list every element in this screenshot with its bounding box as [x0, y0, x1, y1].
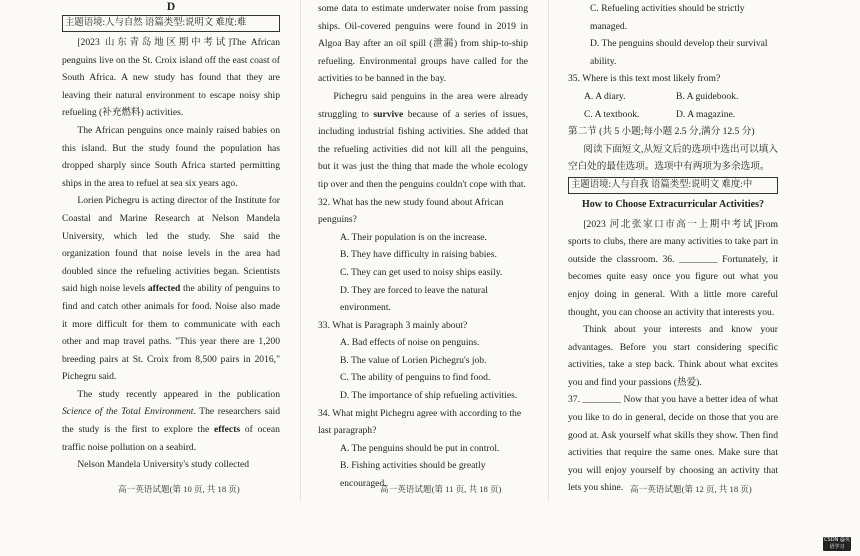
passage-paragraph-5-cont: some data to estimate underwater noise from passing ships. Oil-covered penguins were found in 2019 in Algoa Bay after an oil spill (泄漏) from ship-to-ship refueling. Environmental groups have called for the activities to be banned in the bay.	[318, 3, 528, 85]
q33-option-a: A. Bad effects of noise on penguins.	[340, 337, 480, 349]
page-footer-12: 高一英语试题(第 12 页, 共 18 页)	[630, 484, 752, 494]
cloze-paragraph-1: [2023 河北张家口市高一上期中考试]From sports to clubs, there are many activities to take part in outside the classroom. 36. ________ Fortunately, it becomes quite easy once you figure out what you enjoy doing in general. With a little more careful thought, you can choose an activity that interests you.	[568, 218, 778, 318]
question-33: 33. What is Paragraph 3 mainly about?	[318, 319, 468, 331]
watermark-stamp: CSDN @英语学习	[824, 537, 850, 550]
column-divider	[548, 0, 549, 500]
q35-option-d: D. A magazine.	[676, 108, 736, 120]
q33-option-c: C. The ability of penguins to find food.	[340, 372, 491, 384]
passage-paragraph-6: Pichegru said penguins in the area were already struggling to survive because of a series of issues, including industrial fishing activities. She added that the refueling activities did not kill all the penguins, but it was just the thing that made the whole ecology tip over and then the penguins couldn't cope with that.	[318, 90, 528, 190]
publication-title: Science of the Total Environment	[62, 406, 194, 418]
question-34: 34. What might Pichegru agree with according to the last paragraph?	[318, 407, 522, 437]
passage-paragraph-3: Lorien Pichegru is acting director of the Institute for Coastal and Marine Research at Nelson Mandela University, which led the study. She said the organization found that noise levels in the area had doubled since the refueling activities began. Scientists said high noise levels affected the ability of penguins to find and catch other animals for food. Noise also made it more difficult for them to communicate with each other and map travel paths. "This year there are 1,200 breeding pairs at St. Croix from 8,500 pairs in 2016," Pichegru said.	[62, 195, 281, 383]
passage-paragraph-1: [2023 山东青岛地区期中考试]The African penguins live on the St. Croix island off the east coast of South Africa. A new study has found that they are leaving their natural environment to escape noisy ship refueling (补充燃料) activities.	[62, 37, 280, 119]
bold-word-effects: effects	[214, 424, 241, 436]
passage-title: How to Choose Extracurricular Activities?	[581, 198, 764, 210]
question-35: 35. Where is this text most likely from?	[568, 73, 721, 85]
q35-options-row-2	[568, 106, 778, 124]
q32-option-b: B. They have difficulty in raising babies.	[340, 249, 497, 261]
context-tag-2: 主题语境:人与自我 语篇类型:说明文 难度:中	[568, 177, 778, 194]
passage-paragraph-4: The study recently appeared in the publication Science of the Total Environment. The researchers said the study is the first to explore the effects of ocean traffic noise pollution on a seabird.	[62, 388, 280, 453]
column-page-12	[568, 0, 778, 497]
q34-option-d: D. The penguins should develop their survival ability.	[590, 38, 768, 67]
q35-option-a: A. A diary.	[584, 90, 626, 102]
part-two-instructions: 阅读下面短文,从短文后的选项中选出可以填入空白处的最佳选项。选项中有两项为多余选项。	[568, 143, 778, 173]
source-note-2: [2023 河北张家口市高一上期中考试]	[583, 218, 758, 230]
source-note: [2023 山东青岛地区期中考试]	[77, 37, 232, 48]
q33-option-d: D. The importance of ship refueling activities.	[340, 390, 518, 402]
page-footer-10: 高一英语试题(第 10 页, 共 18 页)	[118, 484, 240, 494]
bold-word-affected: affected	[147, 283, 181, 295]
q32-option-a: A. Their population is on the increase.	[340, 231, 487, 243]
q32-option-c: C. They can get used to noisy ships easily.	[340, 266, 503, 278]
passage-paragraph-2: The African penguins once mainly raised babies on this island. But the study found the population has dropped sharply since South Africa started permitting ships in the area to refuel at sea six years ago.	[62, 124, 280, 189]
q34-option-c: C. Refueling activities should be strictly managed.	[590, 3, 745, 32]
q33-option-b: B. The value of Lorien Pichegru's job.	[340, 354, 487, 366]
q34-option-a: A. The penguins should be put in control.	[340, 442, 500, 454]
q34-option-b: B. Fishing activities should be greatly encouraged.	[340, 460, 486, 490]
cloze-paragraph-3: 37. ________ Now that you have a better idea of what you like to do in general, decide on those that you are good at. Ask yourself what skills they show. Then find activities that require the same ones. Make sure that you will enjoy yourself by choosing an activity that lets you shine.	[568, 394, 778, 494]
column-divider	[300, 0, 301, 500]
q35-options-row-1	[568, 88, 778, 106]
passage-paragraph-5-start: Nelson Mandela University's study collected	[77, 459, 250, 471]
section-letter: D	[166, 1, 176, 13]
q32-option-d: D. They are forced to leave the natural environment.	[340, 284, 488, 314]
q35-option-b: B. A guidebook.	[676, 90, 739, 102]
page-footer-11: 高一英语试题(第 11 页, 共 18 页)	[380, 484, 502, 494]
bold-word-survive: survive	[373, 108, 404, 120]
q35-option-c: C. A textbook.	[584, 108, 640, 120]
question-32: 32. What has the new study found about African penguins?	[318, 196, 504, 226]
context-tag: 主题语境:人与自然 语篇类型:说明文 难度:难	[62, 15, 280, 32]
part-two-heading: 第二节 (共 5 小题;每小题 2.5 分,满分 12.5 分)	[568, 126, 755, 138]
cloze-paragraph-2: Think about your interests and know your advantages. Before you start considering specific activities, take a step back. Think about what excites you and find your passions (热爱).	[568, 324, 778, 388]
column-page-10	[62, 0, 280, 474]
column-page-11	[318, 0, 528, 493]
